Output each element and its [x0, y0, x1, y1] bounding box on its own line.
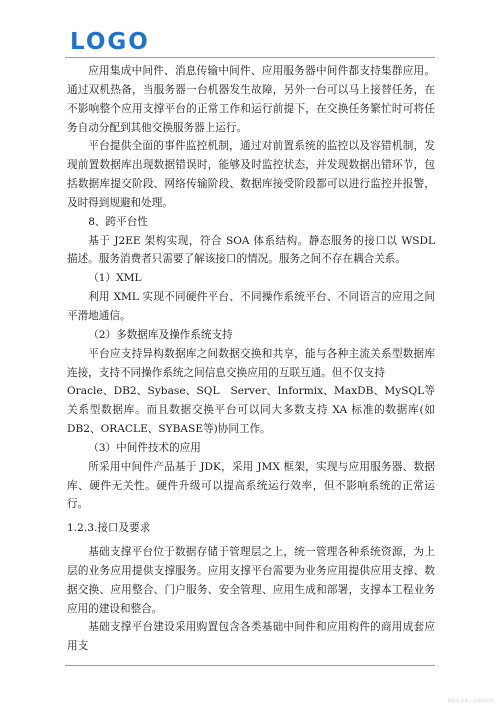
- paragraph-middleware: 所采用中间件产品基于 JDK，采用 JMX 框架，实现与应用服务器、数据库、硬件无关性。硬件升级可以提高系统运行效率，但不影响系统的正常运行。: [67, 460, 435, 511]
- subheading-middleware: （3）中间件技术的应用: [88, 441, 201, 454]
- company-logo: LOGO: [70, 29, 150, 55]
- footer-divider: [65, 665, 435, 666]
- paragraph-monitoring: 平台提供全面的事件监控机制，通过对前置系统的监控以及容错机制，发现前置数据库出现数据错误时，能够及时监控状态，并发现数据出错环节，包括数据库提交阶段、网络传输阶段、数据库接受阶段都可以进行监控并报警，及时得到规避和处理。: [67, 140, 435, 209]
- paragraph-j2ee: 基于 J2EE 架构实现，符合 SOA 体系结构。静态服务的接口以 WSDL 描述。服务消费者只需要了解该接口的情况。服务之间不存在耦合关系。: [67, 234, 435, 266]
- paragraph-support-platform: 基础支撑平台位于数据存储于管理层之上，统一管理各种系统资源，为上层的业务应用提供支撑服务。应用支撑平台需要为业务应用提供应用支撑、数据交换、应用整合、门户服务、安全管理、应用生成和部署，支撑本工程业务应用的建设和整合。: [67, 546, 435, 615]
- watermark: LOGO 有限公司 版权所有: [447, 698, 494, 703]
- paragraph-db-list: Oracle、DB2、Sybase、SQL Server、Informix、MaxDB、MySQL等关系型数据库。而且数据交换平台可以同大多数支持 XA 标准的数据库(如 DB2、ORACLE、SYBASE等)协同工作。: [67, 385, 435, 436]
- paragraph-xml: 利用 XML 实现不同硬件平台、不同操作系统平台、不同语言的应用之间平滑地通信。: [67, 291, 435, 322]
- paragraph-cluster: 应用集成中间件、消息传输中间件、应用服务器中间件都支持集群应用。通过双机热备，当服务器一台机器发生故障，另外一台可以马上接替任务，在不影响整个应用支撑平台的正常工作和运行前提下，在交换任务繁忙时可将任务自动分配到其他交换服务器上运行。: [67, 65, 435, 134]
- heading-cross-platform: 8、跨平台性: [88, 215, 148, 228]
- document-body: [67, 62, 435, 656]
- paragraph-construction: 基础支撑平台建设采用购置包含各类基础中间件和应用构件的商用成套应用支: [67, 621, 435, 653]
- paragraph-multi-db: 平台应支持异构数据库之间数据交换和共享，能与各种主流关系型数据库连接，支持不同操作系统之间信息交换应用的互联互通。但不仅支持: [67, 347, 435, 379]
- subheading-multi-db: （2）多数据库及操作系统支持: [88, 328, 233, 341]
- header-divider: [65, 57, 435, 58]
- section-heading-interface: 1.2.3.接口及要求: [67, 522, 151, 535]
- subheading-xml: （1）XML: [88, 272, 142, 285]
